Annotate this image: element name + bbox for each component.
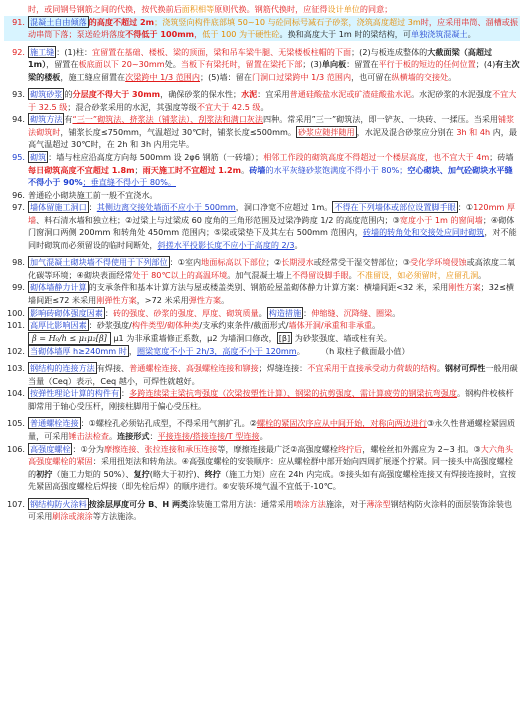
text-segment: 。 — [221, 295, 230, 306]
formula: β = H₀/h ≤ μ₁μ₂[β] — [28, 332, 111, 345]
text-segment: ，螺栓丝扣外露应为 2~3 扣。③ — [362, 443, 481, 454]
text-segment: 墙体开洞/承重和非承重 — [288, 320, 373, 331]
text-segment: 的高度不超过 2m — [88, 16, 155, 27]
text-segment: 。钢构件校核杆脚常用于轴心受压杆，刚接柱脚用于偏心受压柱。 — [28, 388, 514, 411]
list-item — [4, 307, 520, 320]
text-segment: 不宜大于 32.5 级 — [28, 89, 517, 112]
text-segment: 锤击法检查 — [68, 430, 109, 441]
text-segment: ： — [303, 307, 312, 318]
text-segment: ，也可留在 — [351, 71, 392, 82]
text-segment: ：留置在 — [346, 59, 379, 70]
text-segment: 单向板 — [321, 59, 347, 70]
list-item — [4, 281, 520, 306]
item-number: 97. — [12, 202, 25, 213]
text-segment: 水泥 — [241, 89, 258, 100]
text-segment: 的 — [64, 89, 73, 100]
text-segment: ；砖墙 — [489, 152, 514, 163]
text-segment: （施工力矩）应在 24h 内完成。⑤接头如有高强度螺栓连接又有焊接连接时，宜按先紧固高强度螺栓后焊接（即先栓后焊）的顺序进行。⑥安装环境气温不宜低于-10℃。 — [28, 468, 516, 492]
text-segment: μ1 为非承重墙修正系数，μ2 为墙洞口修改， — [113, 332, 277, 343]
text-segment: 低于 100 为干硬性砼 — [202, 29, 280, 40]
text-segment: 斜搓水平投影长度不应小于高度的 2/3 — [157, 239, 295, 250]
text-segment: 砖墙的转角处和交接处应同时砌筑 — [362, 227, 485, 238]
text-segment: 薄涂型 — [366, 498, 391, 509]
text-segment: 或经常受干湿交替部位；③ — [313, 257, 410, 268]
text-segment: 喷涂方法 — [293, 498, 326, 509]
boxed-term: 钢结构防火涂料 — [30, 498, 87, 509]
text-segment: 按涂层厚度可分 B、H 两类 — [88, 498, 189, 509]
text-segment: 。 — [448, 71, 457, 82]
text-segment: ，水泥及混合砂浆应分别在 — [356, 126, 457, 137]
list-item — [4, 88, 520, 113]
text-segment: 原则代换。钢筋代换时，应征得 — [214, 4, 328, 14]
item-number: 96. — [12, 189, 25, 200]
text-segment: 等方法施涂。 — [92, 511, 142, 522]
text-segment: 普通螺栓连接、高强螺栓连接和铆接 — [129, 363, 259, 374]
text-segment: ；垂直缝不得小于 80%。 — [82, 177, 176, 188]
text-segment: ，确保砂浆的保水性； — [160, 89, 242, 100]
text-segment: 钢材可焊性 — [444, 363, 486, 374]
text-segment: ，铺浆长度≤750mm，气温超过 30℃时，铺浆长度≤500mm。 — [60, 126, 296, 137]
list-item — [4, 46, 520, 84]
text-segment: 不准留设，如必须留时，应留孔洞 — [356, 269, 479, 280]
text-segment: ：墙与柱应沿高度方向每 500mm 设 2φ6 钢筋（一砖墙）； — [48, 152, 264, 163]
text-segment: 施涂，对于 — [325, 498, 367, 509]
text-segment: 时，应采用串筒、溜槽或振动串筒下落；泵送砼坍落度 — [28, 16, 518, 40]
text-segment: ： — [149, 430, 158, 441]
text-segment: ；② — [265, 257, 282, 268]
text-segment: ：① — [457, 202, 474, 213]
text-segment: ；32≤横墙间距≤72 米采用 — [28, 282, 514, 306]
text-segment: 其侧边离交接处墙面不应小于 500mm — [96, 202, 236, 213]
item-number: 104. — [6, 388, 25, 399]
text-segment: ：宜采用 — [257, 89, 290, 100]
list-item — [4, 189, 520, 202]
text-segment: 终拧 — [204, 468, 221, 479]
item-number: 107. — [6, 498, 25, 509]
text-segment: 板底面以下 20~30mm — [78, 59, 165, 70]
text-segment: 的支承条件和基本计算方法与屋或楼盖类别、钢筋砼屋盖砌体静力计算方案：横墙间距<32 米，采用 — [88, 282, 449, 293]
text-segment: ；(4) — [475, 59, 496, 70]
text-segment: 螺栓的紧固次序应从中间开始，对称向两边进行 — [256, 418, 427, 429]
item-number: 100. — [6, 307, 25, 318]
text-segment: 不宜采用于直接承受动力荷载的结构 — [307, 363, 437, 374]
text-segment: 不得低于 100mm — [125, 29, 195, 40]
text-segment: 大截面梁（高超过 1m） — [28, 46, 493, 70]
boxed-term: 钢结构的连接方法 — [30, 363, 95, 374]
text-segment: 地面标高以下部位 — [201, 257, 266, 268]
text-segment: 有 — [64, 114, 73, 125]
text-segment: 初拧 — [36, 468, 53, 479]
text-segment: ；焊缝连接： — [258, 363, 308, 374]
text-segment: 。 — [259, 430, 268, 441]
text-segment: 。 — [436, 363, 445, 374]
text-segment: 120mm 厚墙 — [28, 202, 516, 225]
text-segment: 雨天施工时不宜超过 1.2m — [142, 164, 242, 175]
text-segment: 门洞口过梁跨中 1/3 范围内 — [251, 71, 352, 82]
text-segment: 空心砌块、加气砼砌块水平缝不得小于 90% — [28, 164, 513, 188]
item-number: 93. — [12, 89, 25, 100]
list-item — [4, 16, 520, 41]
text-segment: 构件类型/砌体种类 — [131, 320, 200, 331]
text-segment: 面积相等 — [181, 4, 215, 14]
item-number: 102. — [6, 345, 25, 356]
text-segment: 一般用碳当量（Ceq）表示，Ceq 越小，可焊性就越好。 — [28, 363, 518, 386]
text-segment: 四种。常采用”三一”砌筑法，即一铲灰、一块砖、一揉压。当采用 — [263, 114, 499, 125]
text-segment: ；(3) — [302, 59, 322, 70]
text-segment: 。 — [392, 307, 401, 318]
text-segment: 。加气混凝土墙上 — [227, 269, 292, 280]
text-segment: ， — [194, 29, 203, 40]
boxed-term: 构造措施 — [268, 307, 302, 318]
text-segment: 砖墙 — [249, 164, 266, 175]
text-segment: /支承约束条件/截面形式/ — [199, 320, 289, 331]
item-number: 95. — [12, 152, 25, 163]
text-segment: ，洞口净宽不应超过 1m。 — [235, 202, 333, 213]
text-segment: ； — [134, 164, 143, 175]
text-segment: 或高浓度二氧化碳等环境；④砌块表面经常 — [28, 257, 516, 280]
list-item — [4, 498, 520, 523]
text-segment: 纵横墙的交接处 — [391, 71, 449, 82]
text-segment: ，施工缝应留置在 — [60, 71, 126, 82]
text-segment: （施工力矩的 50%）、 — [52, 468, 134, 479]
text-segment: 3h 和 4h — [456, 126, 491, 137]
text-segment: 宽度小于 1m 的窗间墙 — [399, 214, 483, 225]
text-segment: ：①室内 — [169, 257, 202, 268]
boxed-term: 砂浆应随拌随用 — [297, 126, 355, 137]
text-segment: ；浇筑竖向构件底部填 50~10 与砼同标号减石子砂浆，浇筑高度超过 3m — [154, 16, 421, 27]
boxed-term: 砌筑方法 — [30, 114, 63, 125]
item-number: 92. — [12, 46, 25, 57]
boxed-term: 当砌体墙厚 h≥240mm 时 — [30, 345, 127, 356]
text-segment: 砖的强度、砂浆的强度、厚度、砌筑质量 — [112, 307, 259, 318]
list-item — [4, 417, 520, 442]
text-segment: ③永久性普通螺栓紧固质量，可采用 — [28, 418, 516, 441]
text-segment: 。 — [108, 430, 118, 441]
text-segment: 复拧 — [133, 468, 150, 479]
text-segment: ；(2)与板连成整体的 — [351, 46, 428, 57]
text-segment: 涂装施工常用方法：通常采用 — [188, 498, 294, 509]
item-number: 94. — [12, 114, 25, 125]
boxed-term: 不得在下列墙体或部位设置脚手眼 — [334, 202, 456, 213]
text-segment: ，对不能同时砌筑而必须留设的临时间断处， — [28, 227, 517, 250]
text-segment: ：①分为 — [72, 443, 105, 454]
item-number: 98. — [12, 257, 25, 268]
text-segment: 等，摩擦连接最广泛②高强度螺栓 — [217, 443, 338, 454]
boxed-term: 普通螺栓连接 — [30, 418, 79, 429]
text-segment: 相邻工作段的砌筑高度不得超过一个楼层高度，也不宜大于 4m — [263, 152, 490, 163]
text-segment: 。 — [348, 269, 357, 280]
boxed-term: 加气混凝土砌块墙不得使用于下列部位 — [30, 257, 168, 268]
boxed-term: 影响砖砌体强度因素 — [30, 307, 103, 318]
boxed-term: 墙体留施工洞口 — [30, 202, 87, 213]
text-segment: 分层度不得大于 30mm — [72, 89, 161, 100]
text-segment: 当板下有梁托时，留置在梁托下部 — [180, 59, 303, 70]
text-segment: 。 — [467, 29, 476, 40]
text-segment: 。 — [241, 164, 250, 175]
text-segment: 弹性方案 — [188, 295, 222, 306]
text-segment: ；(5)墙：留在 — [200, 71, 252, 82]
text-segment: 摩擦连接、张拉连接和承压连接 — [104, 443, 218, 454]
list-item — [4, 345, 520, 358]
text-segment: 。换和高度大于 1m 时的梁结构，可 — [279, 29, 411, 40]
text-segment: 钢结构防火涂料的面层装饰涂装也可采用 — [28, 498, 513, 522]
text-segment: 为砂浆强度、墙或柱有关。 — [292, 332, 392, 343]
text-segment: 处于 80℃以上的高温环境 — [132, 269, 228, 280]
text-segment: 受化学环境侵蚀 — [409, 257, 467, 268]
item-number: 106. — [6, 443, 25, 454]
text-segment: ：砂浆强度/ — [88, 320, 132, 331]
text-segment: 时，或同钢号钢筋之间的代换，按代换前后 — [28, 4, 182, 14]
text-segment: 刚性方案 — [448, 282, 481, 293]
boxed-term: 砌体墙静力计算 — [30, 282, 87, 293]
text-segment: ，>72 米采用 — [136, 295, 189, 306]
boxed-term: 砌筑 — [30, 152, 47, 163]
text-segment: 圈梁宽度不小于 2h/3，高度不小于 120mm — [136, 345, 297, 356]
list-item — [4, 387, 520, 412]
text-segment: 次梁跨中 1/3 范围内 — [125, 71, 200, 82]
text-segment: 的同意； — [359, 4, 393, 14]
text-segment: (略大于初拧)、 — [149, 468, 205, 479]
boxed-term: 按弹性理论计算的构件有 — [30, 388, 120, 399]
text-segment: 。 — [260, 101, 269, 112]
text-segment: 每日砌筑高度不宜超过 1.8m — [28, 164, 135, 175]
text-segment: 。水泥砂浆的水泥强度 — [411, 89, 493, 100]
list-item — [4, 362, 520, 387]
list-item — [4, 3, 520, 16]
text-segment: ： — [104, 307, 113, 318]
text-segment: ：①螺栓孔必须钻孔成型，不得采用气割扩孔。② — [80, 418, 257, 429]
text-segment: 。 — [372, 320, 381, 331]
boxed-term: 砌筑砂浆 — [30, 89, 63, 100]
item-number: 101. — [6, 320, 25, 331]
text-segment: 宜留置在基础、楼板、梁的顶面，梁和吊车梁牛腿、无梁楼板柱帽的下面 — [92, 46, 352, 57]
text-segment: 平行于板的短边的任何位置 — [378, 59, 476, 70]
text-segment: 设计单位 — [327, 4, 360, 14]
text-segment: 普通砼小砌块施工前一般不宜浇水。 — [28, 189, 158, 200]
boxed-term: 施工缝 — [30, 46, 55, 57]
item-number: 103. — [6, 363, 25, 374]
list-item — [4, 443, 520, 493]
list-item — [4, 151, 520, 189]
item-number: 91. — [12, 16, 25, 27]
text-segment: ：采用扭矩法和转角法。④高强度螺栓的安装顺序：应从螺栓群中部开始向四周扩展逐个拧紧。同一接头中高强度螺栓的 — [28, 456, 513, 479]
text-segment: 不得留设脚手眼 — [291, 269, 349, 280]
boxed-term: 混凝土自由倾落 — [30, 16, 87, 27]
text-segment: 平接连接/搭接连接/T 型连接 — [157, 430, 260, 441]
list-item — [4, 319, 520, 332]
item-number: 105. — [6, 418, 25, 429]
text-segment: ： — [88, 202, 97, 213]
text-segment: ， — [128, 345, 137, 356]
list-item — [4, 256, 520, 281]
text-segment: 刚弹性方案 — [96, 295, 137, 306]
list-item — [4, 113, 520, 151]
boxed-term: 高强度螺栓 — [30, 443, 71, 454]
text-segment: ；混合砂浆采用的水泥，其强度等级 — [67, 101, 197, 112]
text-segment: 有焊接、 — [96, 363, 130, 374]
text-segment: 。 — [258, 307, 267, 318]
text-segment: 的水平灰缝砂浆饱满度不得小于 80%； — [265, 164, 408, 175]
boxed-term: [β] — [278, 332, 291, 343]
list-item — [4, 332, 520, 345]
text-segment: 处。 — [164, 59, 181, 70]
text-segment: 。 — [294, 239, 303, 250]
text-segment: 终拧后 — [337, 443, 363, 454]
boxed-term: 高厚比影响因素 — [30, 320, 87, 331]
text-segment: ： — [121, 388, 130, 399]
list-item — [4, 201, 520, 251]
text-segment: ；④砌体门窗洞口两侧 200mm 和转角处 450mm 范围内；⑤梁或梁垫下及其左右 500mm 范围内， — [28, 214, 515, 238]
text-segment: 内，最高气温超过 30℃时，在 2h 和 3h 内用完毕。 — [28, 126, 517, 150]
text-segment: 连接形式 — [117, 430, 150, 441]
text-segment: 不宜大于 42.5 级 — [196, 101, 261, 112]
text-segment: ，留置在 — [46, 59, 79, 70]
text-segment: 铺浆法砌筑时 — [28, 114, 515, 137]
text-segment: 刷涂或滚涂 — [52, 511, 93, 522]
text-segment: 长期浸水 — [281, 257, 314, 268]
text-segment: “三一”砌筑法、挤浆法（铺浆法）、刮浆法和满口灰法 — [72, 114, 263, 125]
text-segment: 、料石清水墙和独立柱；②过梁上与过梁成 60 度角的三角形范围及过梁净跨度 1/2 的高度范围内；③ — [36, 214, 400, 225]
item-number: 99. — [12, 282, 25, 293]
text-segment: 有主次梁的楼板 — [28, 59, 520, 82]
text-segment: 。 （h 取柱子截面最小值） — [296, 345, 410, 356]
text-segment: 单独浇筑混凝土 — [410, 29, 468, 40]
text-segment: 。 — [478, 269, 487, 280]
text-segment: ：(1)柱： — [56, 46, 93, 57]
text-segment: 多跨连续梁主梁抗弯强度（次梁按塑性计算）、钢梁的抗剪强度、需计算疲劳的钢梁抗弯强度 — [129, 388, 457, 399]
text-segment: 大六角头高强度螺栓的紧固 — [28, 443, 514, 467]
text-segment: 普通硅酸盐水泥或矿渣硅酸盐水泥 — [289, 89, 412, 100]
text-segment: 伸缩缝、沉降缝、圈梁 — [311, 307, 393, 318]
